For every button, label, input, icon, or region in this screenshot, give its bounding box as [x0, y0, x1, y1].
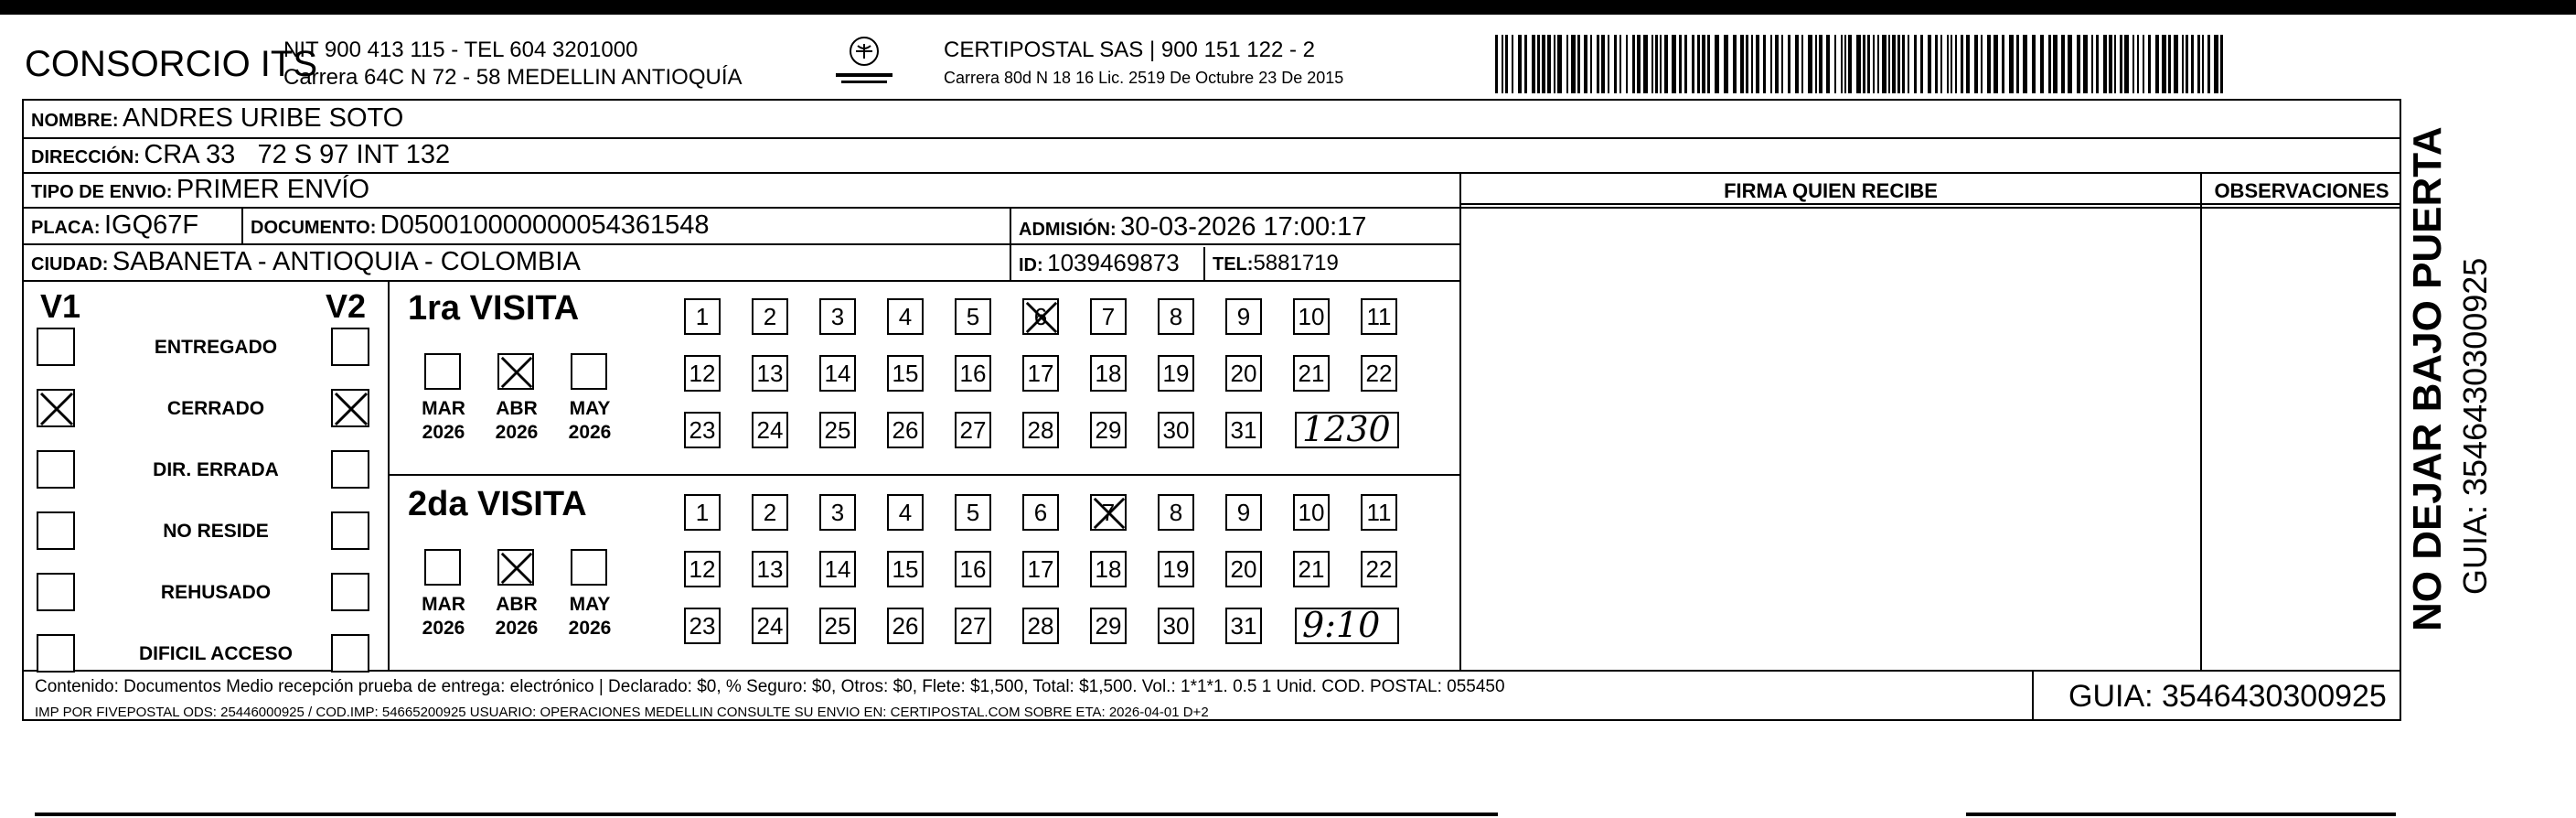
id-label: ID: [1019, 255, 1043, 275]
placa-label: PLACA: [31, 218, 101, 238]
nit-line: NIT 900 413 115 - TEL 604 3201000 [283, 38, 638, 62]
company-info [283, 37, 743, 91]
no-dejar-warning: NO DEJAR BAJO PUERTA [2405, 126, 2450, 631]
month-name: ABR [496, 594, 538, 615]
top-border [0, 0, 2576, 15]
month-year: 2026 [495, 618, 539, 639]
day-box[interactable]: 10 [1293, 494, 1330, 531]
observaciones-title: OBSERVACIONES [2214, 179, 2389, 202]
day-box[interactable]: 20 [1225, 355, 1262, 392]
divider [1203, 247, 1205, 280]
day-box[interactable]: 10 [1293, 298, 1330, 335]
status-v1-checkbox[interactable] [37, 450, 75, 489]
day-box[interactable]: 28 [1022, 412, 1059, 448]
tel-label: TEL: [1213, 254, 1254, 274]
id-row [1019, 249, 1180, 277]
day-box[interactable]: 24 [752, 412, 788, 448]
status-label: DIR. ERRADA [153, 459, 279, 480]
visit-title: 2da VISITA [408, 485, 587, 523]
divider [2032, 670, 2034, 721]
guia-number: GUIA: 3546430300925 [2068, 679, 2387, 714]
day-box[interactable]: 3 [819, 494, 856, 531]
day-box[interactable]: 12 [684, 355, 721, 392]
v2-heading: V2 [326, 287, 367, 325]
handwritten-time: 9:10 [1302, 605, 1381, 645]
divider [24, 670, 2401, 672]
print-info-line: IMP POR FIVEPOSTAL ODS: 25446000925 / COD.IMP: 54665200925 USUARIO: OPERACIONES MEDELLIN CONSULTE SU ENVIO EN: CERTIPOSTAL.COM SOBRE ETA: 2026-04-01 D+2 [35, 705, 1209, 720]
day-box[interactable]: 26 [887, 412, 924, 448]
status-label: DIFICIL ACCESO [138, 643, 293, 664]
v1-heading: V1 [40, 287, 81, 325]
month-checkbox[interactable] [497, 549, 534, 586]
day-box[interactable]: 9 [1225, 298, 1262, 335]
day-box[interactable]: 18 [1090, 355, 1127, 392]
month-label [485, 593, 549, 640]
ciudad-row [31, 247, 581, 277]
status-v2-checkbox[interactable] [331, 328, 369, 366]
day-box[interactable]: 31 [1225, 412, 1262, 448]
id-value: 1039469873 [1047, 249, 1180, 276]
day-box[interactable]: 12 [684, 551, 721, 587]
admision-label: ADMISIÓN: [1019, 220, 1117, 240]
day-box[interactable]: 14 [819, 551, 856, 587]
tel-row [1213, 251, 1339, 276]
month-label [558, 397, 622, 445]
month-year: 2026 [422, 618, 465, 639]
divider [24, 280, 1459, 282]
month-label [485, 397, 549, 445]
day-box[interactable]: 23 [684, 412, 721, 448]
placa-row [31, 210, 198, 241]
day-box[interactable]: 1 [684, 494, 721, 531]
month-checkbox[interactable] [571, 353, 607, 390]
day-box[interactable]: 29 [1090, 608, 1127, 644]
day-box[interactable]: 25 [819, 412, 856, 448]
day-box[interactable]: 8 [1158, 494, 1194, 531]
visit-title: 1ra VISITA [408, 289, 580, 328]
contents-line: Contenido: Documentos Medio recepción prueba de entrega: electrónico | Declarado: $0, % Seguro: $0, Otros: $0, Flete: $1,500, Total: $1,500. Vol.: 1*1*1. 0.5 1 Unid. COD. POSTAL: 055450 [35, 677, 1505, 696]
status-v1-checkbox[interactable] [37, 389, 75, 427]
tel-value: 5881719 [1253, 251, 1339, 275]
day-box[interactable]: 26 [887, 608, 924, 644]
status-v2-checkbox[interactable] [331, 450, 369, 489]
day-box[interactable]: 11 [1361, 298, 1397, 335]
divider [24, 137, 2401, 139]
courier-name: CERTIPOSTAL SAS | 900 151 122 - 2 [944, 38, 1315, 62]
tipo-label: TIPO DE ENVIO: [31, 182, 173, 202]
status-label: ENTREGADO [154, 337, 278, 358]
day-box[interactable]: 21 [1293, 355, 1330, 392]
month-checkbox[interactable] [571, 549, 607, 586]
day-box[interactable]: 13 [752, 355, 788, 392]
sidebar-guia: GUIA: 3546430300925 [2456, 257, 2494, 595]
status-v2-checkbox[interactable] [331, 634, 369, 673]
day-box[interactable]: 30 [1158, 412, 1194, 448]
nombre-label: NOMBRE: [31, 111, 119, 131]
day-box[interactable]: 7 [1090, 494, 1127, 531]
day-box[interactable]: 6 [1022, 298, 1059, 335]
company-name: CONSORCIO ITS [25, 44, 318, 84]
documento-value: D050010000000054361548 [379, 210, 710, 240]
month-year: 2026 [568, 618, 612, 639]
month-name: MAY [569, 398, 611, 419]
month-label [412, 397, 476, 445]
day-box[interactable]: 15 [887, 551, 924, 587]
day-box[interactable]: 16 [955, 355, 991, 392]
admision-row [1019, 212, 1366, 242]
month-label [412, 593, 476, 640]
bottom-line [35, 813, 1498, 816]
month-year: 2026 [495, 422, 539, 443]
day-box[interactable]: 2 [752, 494, 788, 531]
month-year: 2026 [422, 422, 465, 443]
day-box[interactable]: 25 [819, 608, 856, 644]
admision-value: 30-03-2026 17:00:17 [1120, 212, 1367, 242]
day-box[interactable]: 19 [1158, 355, 1194, 392]
divider [388, 280, 390, 670]
ciudad-label: CIUDAD: [31, 254, 109, 274]
month-name: MAR [422, 594, 465, 615]
day-box[interactable]: 7 [1090, 298, 1127, 335]
day-box[interactable]: 22 [1361, 551, 1397, 587]
day-box[interactable]: 18 [1090, 551, 1127, 587]
divider [24, 243, 1459, 245]
status-v1-checkbox[interactable] [37, 573, 75, 611]
address-line: Carrera 64C N 72 - 58 MEDELLIN ANTIOQUÍA [283, 65, 743, 90]
status-label: CERRADO [166, 398, 265, 419]
status-label: NO RESIDE [163, 521, 269, 542]
courier-info [944, 37, 1343, 91]
day-box[interactable]: 15 [887, 355, 924, 392]
day-box[interactable]: 5 [955, 494, 991, 531]
day-box[interactable]: 29 [1090, 412, 1127, 448]
month-name: MAR [422, 398, 465, 419]
divider [24, 172, 2401, 174]
day-box[interactable]: 17 [1022, 355, 1059, 392]
status-v1-checkbox[interactable] [37, 328, 75, 366]
handwritten-time: 1230 [1302, 409, 1391, 449]
day-box[interactable]: 11 [1361, 494, 1397, 531]
day-box[interactable]: 21 [1293, 551, 1330, 587]
day-box[interactable]: 8 [1158, 298, 1194, 335]
day-box[interactable]: 27 [955, 608, 991, 644]
day-box[interactable]: 31 [1225, 608, 1262, 644]
day-box[interactable]: 22 [1361, 355, 1397, 392]
divider [388, 474, 1459, 476]
month-checkbox[interactable] [424, 353, 461, 390]
month-year: 2026 [568, 422, 612, 443]
direccion-row [31, 140, 450, 170]
nombre-row [31, 103, 403, 134]
divider [24, 207, 1459, 209]
day-box[interactable]: 5 [955, 298, 991, 335]
tipo-value: PRIMER ENVÍO [176, 175, 370, 204]
day-box[interactable]: 30 [1158, 608, 1194, 644]
day-box[interactable]: 9 [1225, 494, 1262, 531]
day-box[interactable]: 1 [684, 298, 721, 335]
status-v2-checkbox[interactable] [331, 573, 369, 611]
month-checkbox[interactable] [424, 549, 461, 586]
month-name: MAY [569, 594, 611, 615]
status-v2-checkbox[interactable] [331, 511, 369, 550]
ciudad-value: SABANETA - ANTIOQUIA - COLOMBIA [112, 247, 581, 276]
nombre-value: ANDRES URIBE SOTO [123, 103, 404, 133]
delivery-form [22, 99, 2401, 721]
day-box[interactable]: 2 [752, 298, 788, 335]
day-box[interactable]: 16 [955, 551, 991, 587]
status-label: REHUSADO [160, 582, 272, 603]
divider [1459, 203, 2401, 205]
day-box[interactable]: 6 [1022, 494, 1059, 531]
day-box[interactable]: 19 [1158, 551, 1194, 587]
bottom-line [1966, 813, 2396, 816]
status-v2-checkbox[interactable] [331, 389, 369, 427]
documento-label: DOCUMENTO: [251, 218, 377, 238]
day-box[interactable]: 23 [684, 608, 721, 644]
day-box[interactable]: 17 [1022, 551, 1059, 587]
month-checkbox[interactable] [497, 353, 534, 390]
divider [2200, 172, 2202, 670]
direccion-label: DIRECCIÓN: [31, 147, 140, 167]
day-box[interactable]: 20 [1225, 551, 1262, 587]
documento-row [251, 210, 710, 241]
day-box[interactable]: 4 [887, 298, 924, 335]
divider [1459, 172, 1461, 670]
divider [1010, 207, 1011, 280]
firma-title: FIRMA QUIEN RECIBE [1724, 179, 1938, 202]
status-v1-checkbox[interactable] [37, 634, 75, 673]
day-box[interactable]: 4 [887, 494, 924, 531]
tipo-row [31, 175, 369, 205]
certipostal-logo-icon [823, 33, 905, 91]
day-box[interactable]: 27 [955, 412, 991, 448]
status-v1-checkbox[interactable] [37, 511, 75, 550]
day-box[interactable]: 14 [819, 355, 856, 392]
month-label [558, 593, 622, 640]
placa-value: IGQ67F [104, 210, 199, 240]
day-box[interactable]: 3 [819, 298, 856, 335]
courier-address: Carrera 80d N 18 16 Lic. 2519 De Octubre 23 De 2015 [944, 69, 1344, 87]
day-box[interactable]: 13 [752, 551, 788, 587]
day-box[interactable]: 28 [1022, 608, 1059, 644]
direccion-value: CRA 33 72 S 97 INT 132 [144, 140, 451, 169]
day-box[interactable]: 24 [752, 608, 788, 644]
divider [1459, 207, 2401, 209]
divider [241, 207, 243, 243]
month-name: ABR [496, 398, 538, 419]
barcode [1495, 35, 2227, 93]
